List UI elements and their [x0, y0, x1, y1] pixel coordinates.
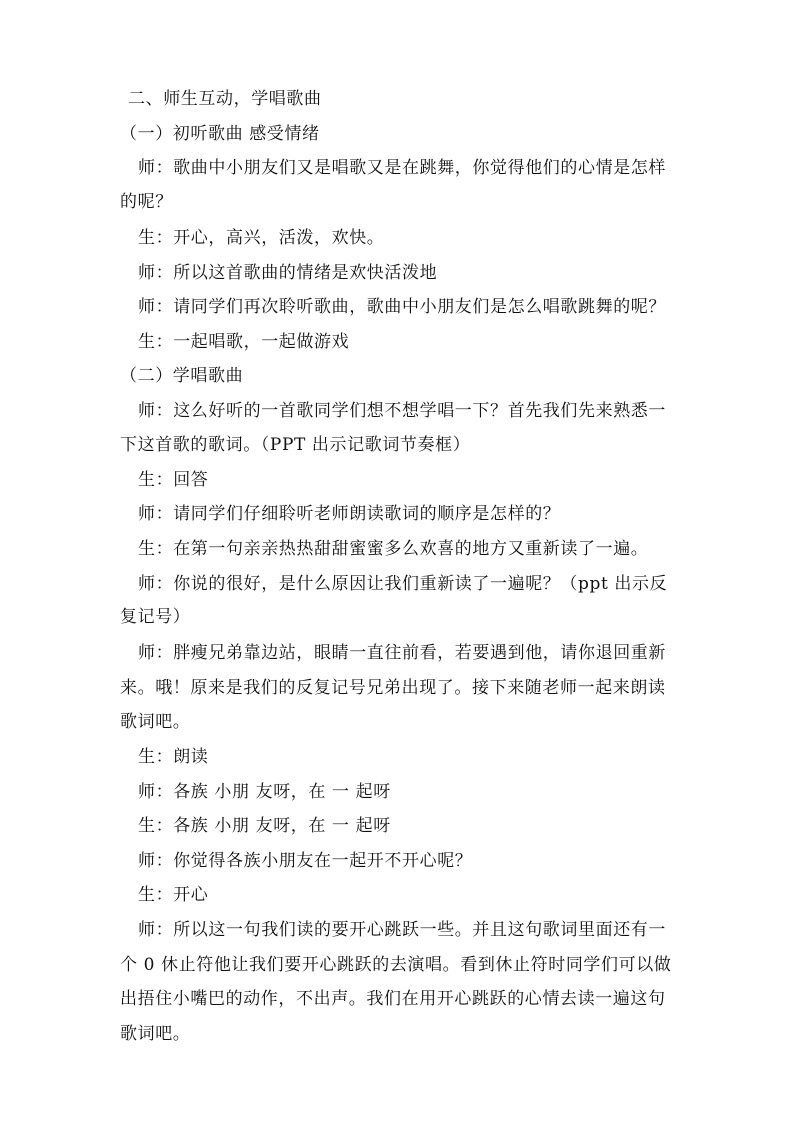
paragraph-line: 师：所以这首歌曲的情绪是欢快活泼地 [138, 263, 438, 283]
subsection-title-1: （一）初听歌曲 感受情绪 [120, 124, 320, 144]
paragraph-line: 歌词吧。 [120, 712, 191, 732]
paragraph-line: 生：各族 小朋 友呀，在 一 起呀 [138, 816, 391, 836]
paragraph-line: 生：在第一句亲亲热热甜甜蜜蜜多么欢喜的地方又重新读了一遍。 [138, 539, 649, 559]
paragraph-line: 师：歌曲中小朋友们又是唱歌又是在跳舞，你觉得他们的心情是怎样 [138, 158, 666, 178]
paragraph-line: 师：所以这一句我们读的要开心跳跃一些。并且这句歌词里面还有一 [138, 920, 666, 940]
paragraph-line: 生：开心，高兴，活泼，欢快。 [138, 228, 385, 248]
paragraph-line: 师：这么好听的一首歌同学们想不想学唱一下？首先我们先来熟悉一 [138, 401, 666, 421]
subsection-title-2: （二）学唱歌曲 [120, 366, 244, 386]
paragraph-line: 生：回答 [138, 470, 209, 490]
paragraph-line: 个 0 休止符他让我们要开心跳跃的去演唱。看到休止符时同学们可以做 [120, 955, 672, 975]
paragraph-line: 歌词吧。 [120, 1024, 191, 1044]
paragraph-line: 生：朗读 [138, 747, 209, 767]
paragraph-line: 师：各族 小朋 友呀，在 一 起呀 [138, 782, 391, 802]
paragraph-line: 生：开心 [138, 885, 209, 905]
paragraph-line: 师：请同学们仔细聆听老师朗读歌词的顺序是怎样的？ [138, 504, 561, 524]
paragraph-line: 来。哦！原来是我们的反复记号兄弟出现了。接下来随老师一起来朗读 [120, 678, 666, 698]
paragraph-line: 出捂住小嘴巴的动作，不出声。我们在用开心跳跃的心情去读一遍这句 [120, 989, 666, 1009]
paragraph-line: 的呢？ [120, 192, 173, 212]
paragraph-line: 复记号） [120, 607, 191, 627]
paragraph-line: 下这首歌的歌词。（PPT 出示记歌词节奏框） [120, 435, 471, 455]
paragraph-line: 生：一起唱歌，一起做游戏 [138, 332, 350, 352]
paragraph-line: 师：你觉得各族小朋友在一起开不开心呢？ [138, 851, 473, 871]
paragraph-line: 师：你说的很好，是什么原因让我们重新读了一遍呢？（ppt 出示反 [138, 574, 668, 594]
paragraph-line: 师：胖瘦兄弟靠边站，眼睛一直往前看，若要遇到他，请你退回重新 [138, 643, 666, 663]
section-title: 二、师生互动，学唱歌曲 [128, 89, 322, 109]
paragraph-line: 师：请同学们再次聆听歌曲，歌曲中小朋友们是怎么唱歌跳舞的呢？ [138, 297, 666, 317]
